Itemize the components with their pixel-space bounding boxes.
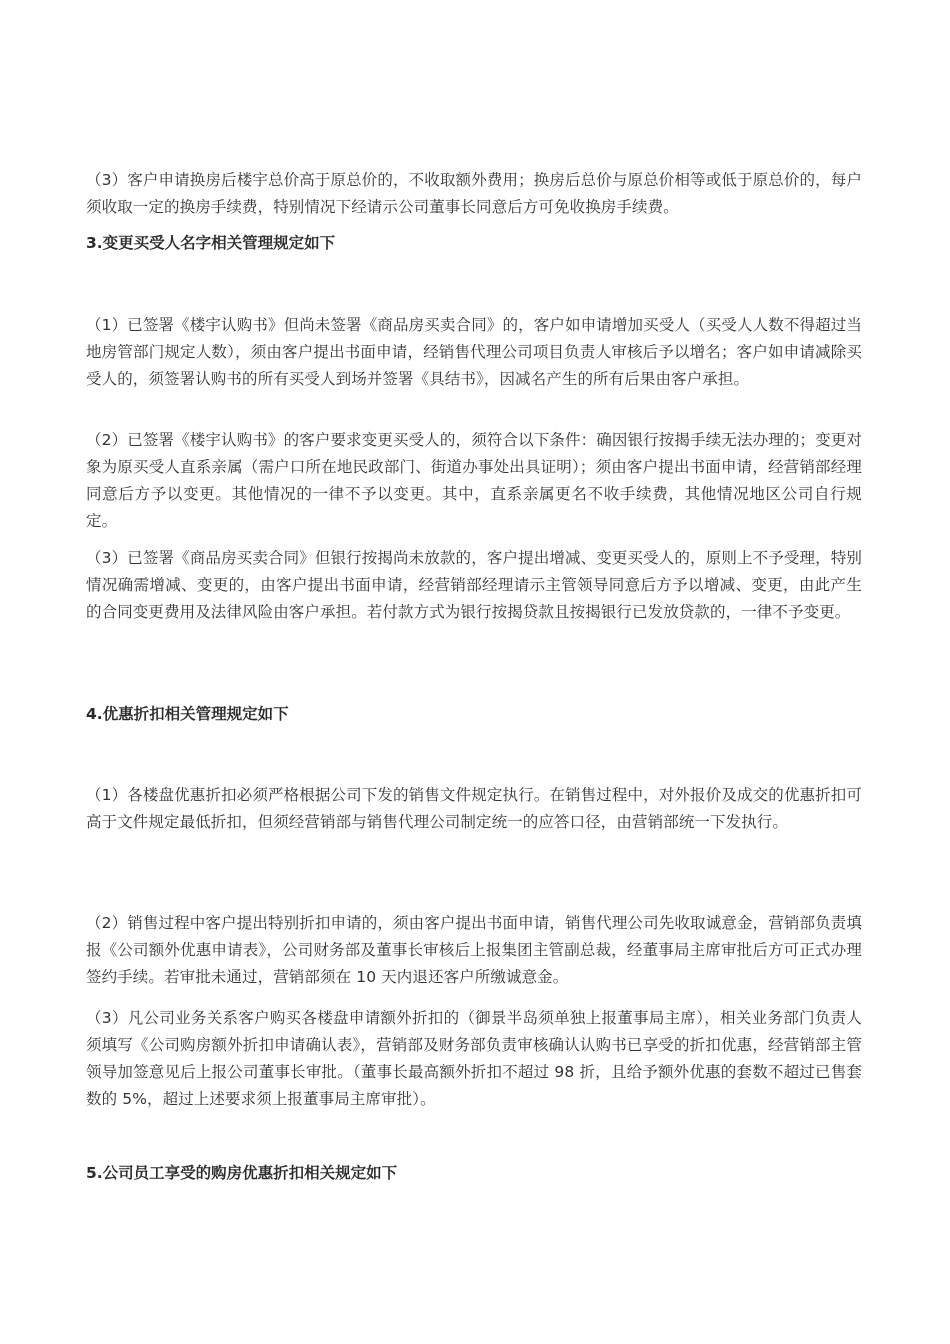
paragraph-special-discount: （2）销售过程中客户提出特别折扣申请的，须由客户提出书面申请，销售代理公司先收取诚意金，营销部负责填报《公司额外优惠申请表》，公司财务部及董事长审核后上报集团主管副总裁，经董事局主席审批后方可正式办理签约手续。若审批未通过，营销部须在 10 天内退还客户所缴诚意金。: [86, 914, 862, 986]
paragraph-business-client-discount: （3）凡公司业务关系客户购买各楼盘申请额外折扣的（御景半岛须单独上报董事局主席），相关业务部门负责人须填写《公司购房额外折扣申请确认表》，营销部及财务部负责审核确认认购书已享受的折扣优惠，经营销部主管领导加签意见后上报公司董事长审批。（董事长最高额外折扣不超过 98 折，且给予额外优惠的套数不超过已售套数的 5%，超过上述要求须上报董事局主席审批）。: [86, 1009, 862, 1108]
paragraph-contract-signed-change: （3）已签署《商品房买卖合同》但银行按揭尚未放款的，客户提出增减、变更买受人的，原则上不予受理，特别情况确需增减、变更的，由客户提出书面申请，经营销部经理请示主管领导同意后方予以增减、变更，由此产生的合同变更费用及法律风险由客户承担。若付款方式为银行按揭贷款且按揭银行已发放贷款的，一律不予变更。: [86, 549, 862, 621]
section-heading-buyer-name-change: 3.变更买受人名字相关管理规定如下: [86, 234, 336, 252]
paragraph-change-buyer-conditions: （2）已签署《楼宇认购书》的客户要求变更买受人的，须符合以下条件：确因银行按揭手续无法办理的；变更对象为原买受人直系亲属（需户口所在地民政部门、街道办事处出具证明）；须由客户提出书面申请，经营销部经理同意后方予以变更。其他情况的一律不予以变更。其中，直系亲属更名不收手续费，其他情况地区公司自行规定。: [86, 431, 862, 530]
paragraph-add-remove-buyer: （1）已签署《楼宇认购书》但尚未签署《商品房买卖合同》的，客户如申请增加买受人（买受人人数不得超过当地房管部门规定人数），须由客户提出书面申请，经销售代理公司项目负责人审核后予以增名；客户如申请减除买受人的，须签署认购书的所有买受人到场并签署《具结书》，因减名产生的所有后果由客户承担。: [86, 316, 862, 388]
section-heading-discount: 4.优惠折扣相关管理规定如下: [86, 705, 289, 723]
paragraph-exchange-fee: （3）客户申请换房后楼宇总价高于原总价的，不收取额外费用；换房后总价与原总价相等或低于原总价的，每户须收取一定的换房手续费，特别情况下经请示公司董事长同意后方可免收换房手续费。: [86, 171, 862, 216]
paragraph-discount-rules: （1）各楼盘优惠折扣必须严格根据公司下发的销售文件规定执行。在销售过程中，对外报价及成交的优惠折扣可高于文件规定最低折扣，但须经营销部与销售代理公司制定统一的应答口径，由营销部统一下发执行。: [86, 786, 862, 831]
section-heading-employee-discount: 5.公司员工享受的购房优惠折扣相关规定如下: [86, 1164, 398, 1182]
